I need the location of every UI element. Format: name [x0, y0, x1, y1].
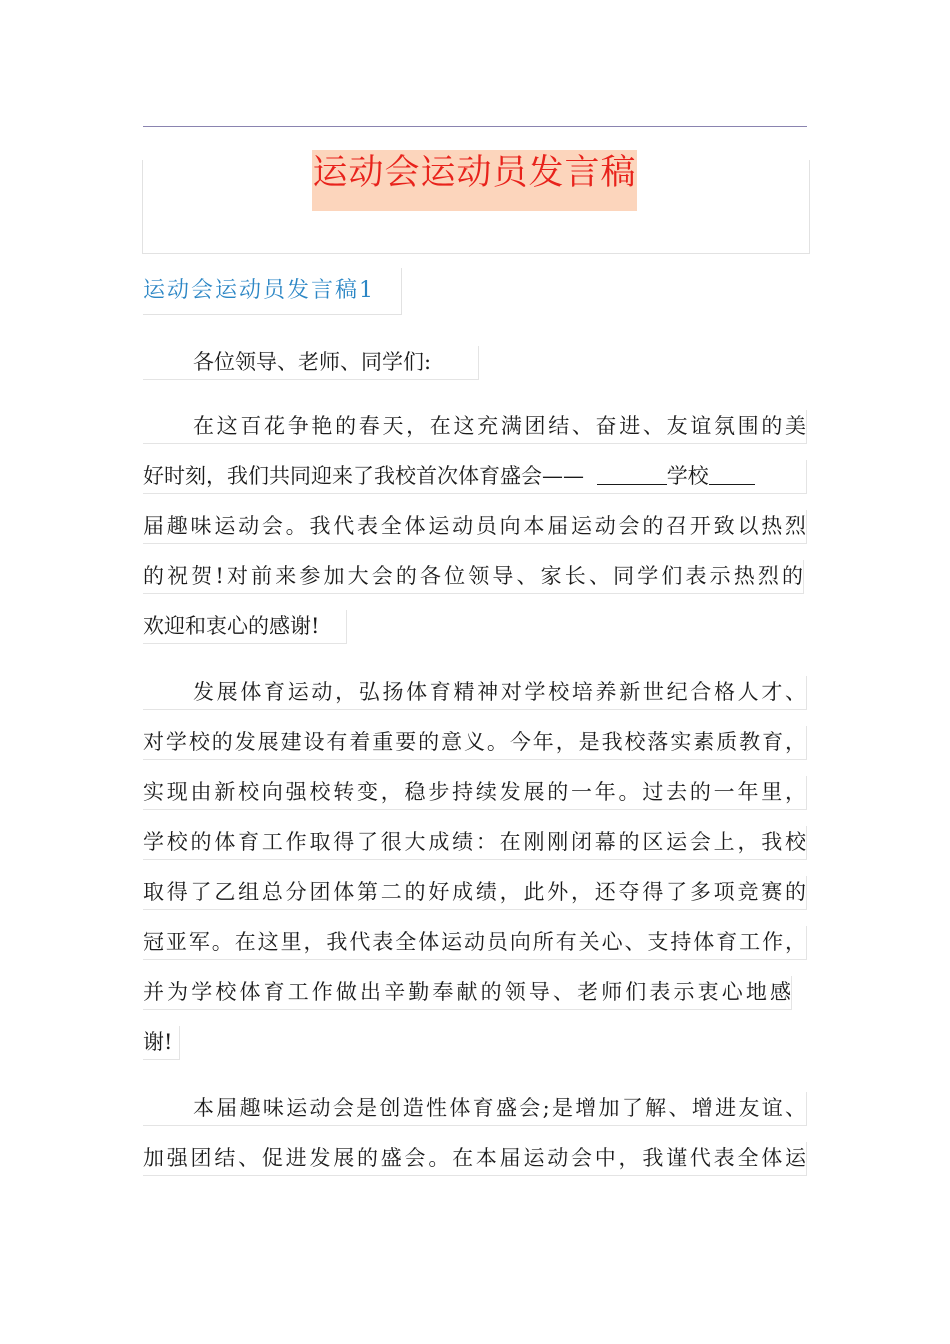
paragraph-1-line-1: 在这百花争艳的春天，在这充满团结、奋进、友谊氛围的美	[143, 410, 807, 444]
header-rule	[143, 126, 807, 127]
paragraph-1-line-5: 欢迎和衷心的感谢!	[143, 610, 347, 644]
paragraph-2-line-6: 冠亚军。在这里，我代表全体运动员向所有关心、支持体育工作，	[143, 926, 807, 960]
paragraph-3-line-2: 加强团结、促进发展的盛会。在本届运动会中，我谨代表全体运	[143, 1142, 807, 1176]
paragraph-2-line-3: 实现由新校向强校转变，稳步持续发展的一年。过去的一年里，	[143, 776, 807, 810]
paragraph-1-line-3: 届趣味运动会。我代表全体运动员向本届运动会的召开致以热烈	[143, 510, 807, 544]
paragraph-1-line-2-text: 好时刻，我们共同迎来了我校首次体育盛会——	[143, 464, 584, 488]
paragraph-1-line-4: 的祝贺!对前来参加大会的各位领导、家长、同学们表示热烈的	[143, 560, 804, 594]
paragraph-2-line-8: 谢!	[143, 1026, 180, 1060]
paragraph-2-line-5: 取得了乙组总分团体第二的好成绩，此外，还夺得了多项竞赛的	[143, 876, 807, 910]
fill-in-blank	[709, 462, 755, 485]
greeting-line: 各位领导、老师、同学们:	[143, 346, 479, 380]
section-heading: 运动会运动员发言稿1	[143, 268, 402, 315]
paragraph-1-line-2-school: 学校	[666, 464, 709, 488]
paragraph-2-line-4: 学校的体育工作取得了很大成绩：在刚刚闭幕的区运会上，我校	[143, 826, 807, 860]
paragraph-3-line-1: 本届趣味运动会是创造性体育盛会;是增加了解、增进友谊、	[143, 1092, 807, 1126]
paragraph-2-line-7: 并为学校体育工作做出辛勤奉献的领导、老师们表示衷心地感	[143, 976, 792, 1010]
paragraph-2-line-2: 对学校的发展建设有着重要的意义。今年，是我校落实素质教育，	[143, 726, 807, 760]
document-title: 运动会运动员发言稿	[312, 150, 637, 211]
fill-in-blank	[597, 462, 667, 485]
paragraph-1-line-2	[143, 460, 807, 494]
paragraph-2-line-1: 发展体育运动，弘扬体育精神对学校培养新世纪合格人才、	[143, 676, 807, 710]
